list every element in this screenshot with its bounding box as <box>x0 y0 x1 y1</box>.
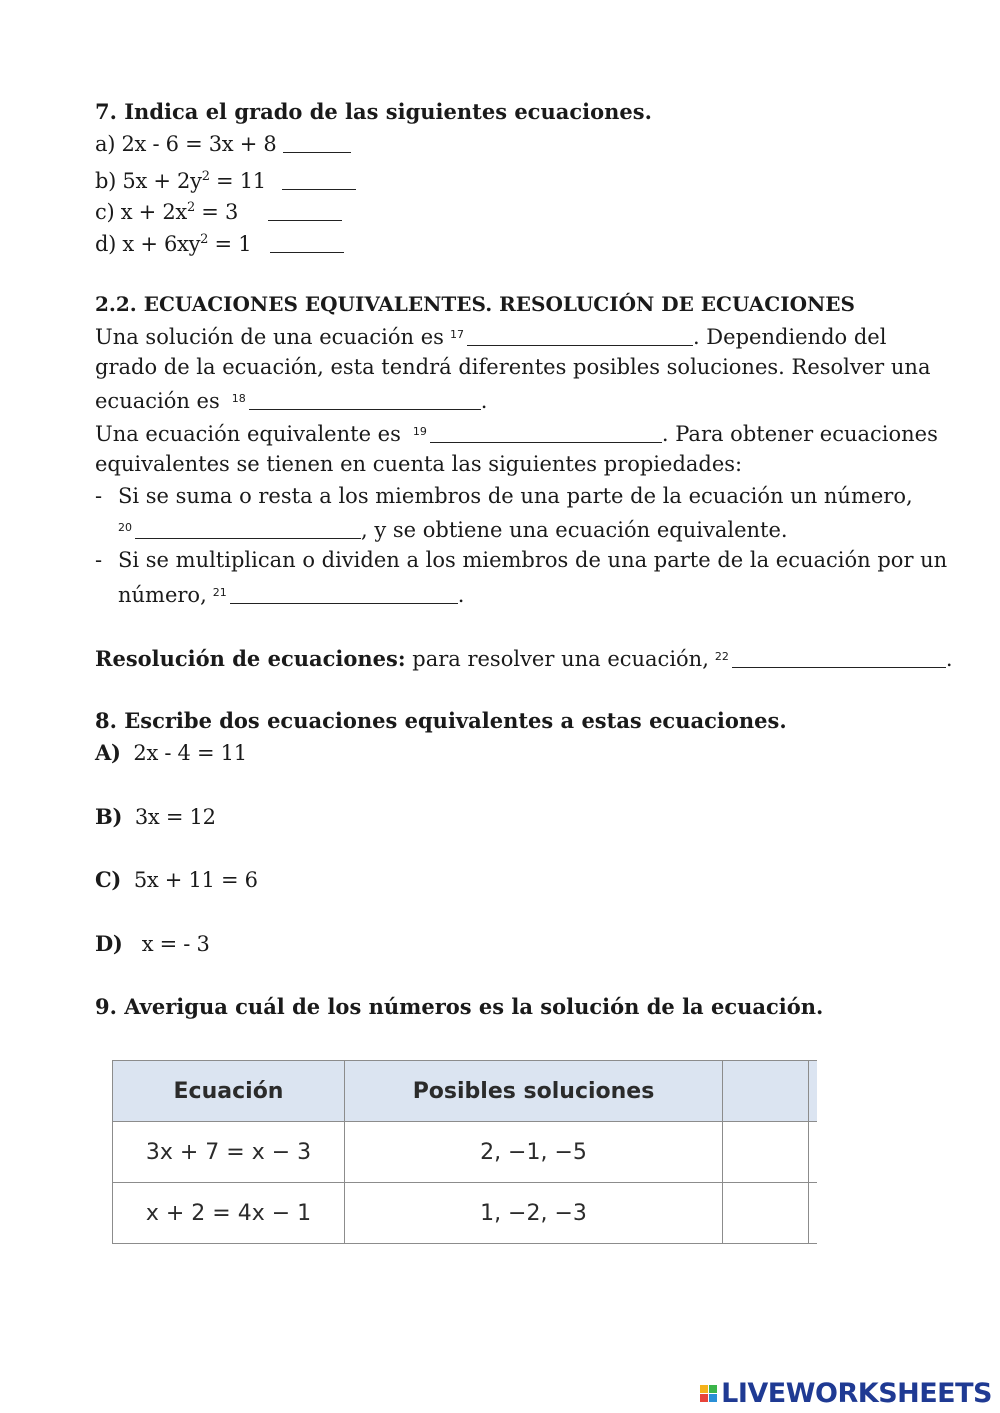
header-cut-column <box>809 1061 818 1122</box>
bullet-dash-1: - <box>95 484 103 508</box>
answer-blank-q7a[interactable] <box>283 151 351 153</box>
solutions-cell: 1, −2, −3 <box>345 1183 723 1244</box>
question-8-title: 8. Escribe dos ecuaciones equivalentes a estas ecuaciones. <box>95 708 787 733</box>
paragraph-line-4: Una ecuación equivalente es $^{19}$ . Para obtener ecuaciones <box>95 422 938 446</box>
answer-cell-1[interactable] <box>723 1122 809 1183</box>
logo-square-4 <box>709 1394 717 1402</box>
paragraph-line-1: Una solución de una ecuación es $^{17}$ . Dependiendo del <box>95 325 887 349</box>
bullet-2-line-1: Si se multiplican o dividen a los miembros de una parte de la ecuación por un <box>118 548 948 572</box>
q7-item-d: d) $x + 6xy^2 = 1$ <box>95 225 344 259</box>
q8-item-b: B) 3x = 12 <box>95 804 216 829</box>
resolution-line: Resolución de ecuaciones: para resolver una ecuación, $^{22}$ . <box>95 646 953 671</box>
paragraph-line-2: grado de la ecuación, esta tendrá diferentes posibles soluciones. Resolver una <box>95 355 931 379</box>
answer-blank-22[interactable] <box>732 666 946 668</box>
q7-item-b: b) $5x + 2y^2 = 11$ <box>95 162 356 196</box>
logo-square-3 <box>700 1394 708 1402</box>
answer-blank-q7c[interactable] <box>268 219 342 221</box>
bullet-2-line-2: número, $^{21}$ . <box>118 583 465 607</box>
question-9-title: 9. Averigua cuál de los números es la solución de la ecuación. <box>95 994 824 1019</box>
bullet-1-line-1: Si se suma o resta a los miembros de una parte de la ecuación un número, <box>118 484 913 508</box>
q7-item-a: a) 2x - 6 = 3x + 8 <box>95 129 351 159</box>
equation-cell: x + 2 = 4x − 1 <box>113 1183 345 1244</box>
answer-blank-q7b[interactable] <box>282 188 356 190</box>
table-row <box>113 1183 818 1244</box>
answer-cell-2[interactable] <box>723 1183 809 1244</box>
section-heading: 2.2. ECUACIONES EQUIVALENTES. RESOLUCIÓN DE ECUACIONES <box>95 292 855 316</box>
bullet-dash-2: - <box>95 548 103 572</box>
logo-square-1 <box>700 1385 708 1393</box>
liveworksheets-logo <box>700 1376 992 1410</box>
header-equation: Ecuación <box>113 1061 345 1122</box>
header-answer <box>723 1061 809 1122</box>
table-row <box>113 1122 818 1183</box>
answer-blank-21[interactable] <box>230 602 458 604</box>
brand-name: LIVEWORKSHEETS <box>721 1377 992 1409</box>
question-7-title: 7. Indica el grado de las siguientes ecuaciones. <box>95 99 652 124</box>
cut-cell <box>809 1122 818 1183</box>
answer-blank-18[interactable] <box>249 408 481 410</box>
q8-item-d: D) x = - 3 <box>95 931 210 956</box>
cut-cell <box>809 1183 818 1244</box>
answer-blank-20[interactable] <box>135 537 361 539</box>
q8-item-a: A) 2x - 4 = 11 <box>95 740 247 765</box>
equation-cell: 3x + 7 = x − 3 <box>113 1122 345 1183</box>
paragraph-line-5: equivalentes se tienen en cuenta las siguientes propiedades: <box>95 452 743 476</box>
answer-blank-19[interactable] <box>430 441 662 443</box>
answer-blank-17[interactable] <box>467 344 693 346</box>
paragraph-line-3: ecuación es $^{18}$ . <box>95 389 488 413</box>
solutions-cell: 2, −1, −5 <box>345 1122 723 1183</box>
q7-item-c: c) $x + 2x^2 = 3$ <box>95 193 342 227</box>
q8-item-c: C) 5x + 11 = 6 <box>95 867 258 892</box>
header-possible-solutions: Posibles soluciones <box>345 1061 723 1122</box>
solutions-table <box>112 1060 817 1244</box>
answer-blank-q7d[interactable] <box>270 251 344 253</box>
logo-square-2 <box>709 1385 717 1393</box>
bullet-1-line-2: $^{20}$ , y se obtiene una ecuación equivalente. <box>118 518 788 542</box>
table-header-row <box>113 1061 818 1122</box>
logo-grid-icon <box>700 1385 717 1402</box>
